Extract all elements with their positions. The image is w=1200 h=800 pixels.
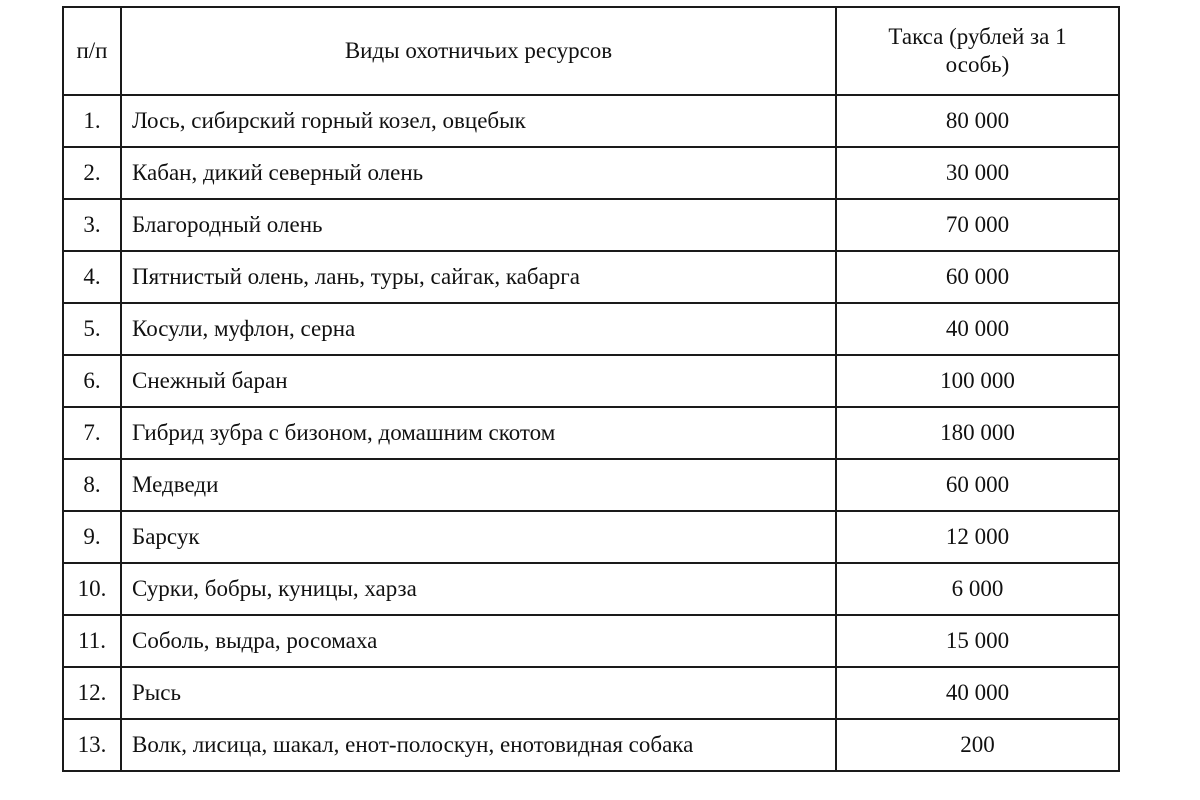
column-header-rate: Такса (рублей за 1 особь) [836,7,1119,95]
row-number: 10. [63,563,121,615]
resource-types: Кабан, дикий северный олень [121,147,836,199]
rate-value: 80 000 [836,95,1119,147]
table-row [63,719,1119,771]
row-number: 7. [63,407,121,459]
row-number: 5. [63,303,121,355]
table-row [63,459,1119,511]
resource-types: Косули, муфлон, серна [121,303,836,355]
table-row [63,199,1119,251]
table-header-row [63,7,1119,95]
row-number: 9. [63,511,121,563]
rate-value: 6 000 [836,563,1119,615]
table-row [63,355,1119,407]
rate-table-container [62,6,1118,772]
row-number: 13. [63,719,121,771]
rate-value: 70 000 [836,199,1119,251]
table-row [63,303,1119,355]
column-header-resource-types: Виды охотничьих ресурсов [121,7,836,95]
resource-types: Лось, сибирский горный козел, овцебык [121,95,836,147]
row-number: 11. [63,615,121,667]
row-number: 1. [63,95,121,147]
rate-value: 60 000 [836,459,1119,511]
rate-value: 180 000 [836,407,1119,459]
resource-types: Благородный олень [121,199,836,251]
row-number: 4. [63,251,121,303]
rate-value: 40 000 [836,667,1119,719]
resource-types: Сурки, бобры, куницы, харза [121,563,836,615]
resource-types: Рысь [121,667,836,719]
table-body [63,95,1119,771]
resource-types: Волк, лисица, шакал, енот-полоскун, енотовидная собака [121,719,836,771]
resource-types: Гибрид зубра с бизоном, домашним скотом [121,407,836,459]
table-row [63,667,1119,719]
rate-value: 40 000 [836,303,1119,355]
rate-value: 30 000 [836,147,1119,199]
hunting-resources-rate-table [62,6,1120,772]
row-number: 2. [63,147,121,199]
table-row [63,147,1119,199]
table-row [63,95,1119,147]
row-number: 8. [63,459,121,511]
rate-value: 60 000 [836,251,1119,303]
resource-types: Пятнистый олень, лань, туры, сайгак, кабарга [121,251,836,303]
rate-value: 15 000 [836,615,1119,667]
table-row [63,251,1119,303]
resource-types: Медведи [121,459,836,511]
row-number: 6. [63,355,121,407]
table-row [63,511,1119,563]
column-header-number: п/п [63,7,121,95]
resource-types: Снежный баран [121,355,836,407]
rate-value: 200 [836,719,1119,771]
table-row [63,407,1119,459]
rate-value: 12 000 [836,511,1119,563]
row-number: 3. [63,199,121,251]
table-row [63,563,1119,615]
resource-types: Соболь, выдра, росомаха [121,615,836,667]
rate-value: 100 000 [836,355,1119,407]
table-header [63,7,1119,95]
resource-types: Барсук [121,511,836,563]
table-row [63,615,1119,667]
row-number: 12. [63,667,121,719]
